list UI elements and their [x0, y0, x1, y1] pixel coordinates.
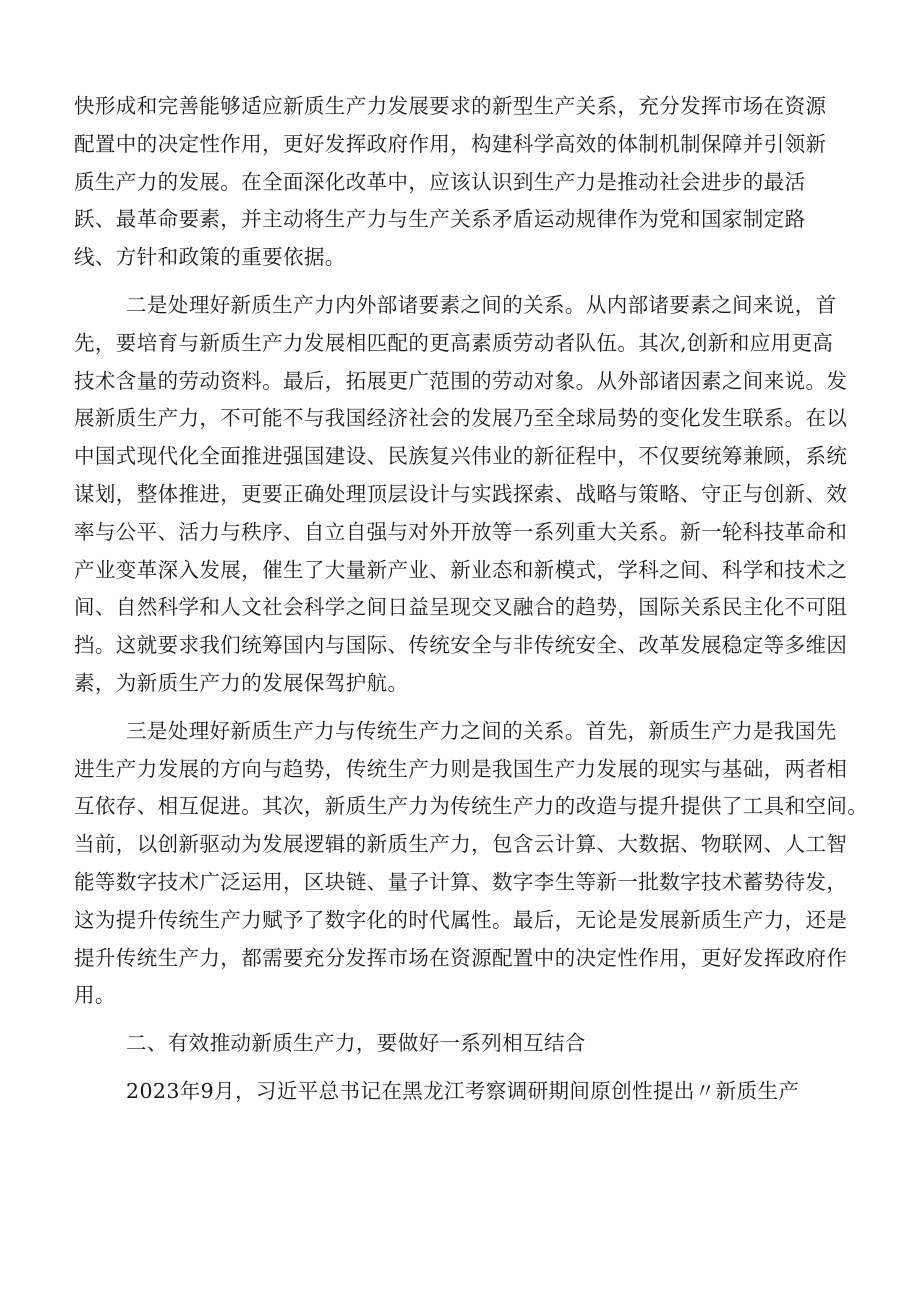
text-line: 二是处理好新质生产力内外部诸要素之间的关系。从内部诸要素之间来说，首 [126, 292, 837, 317]
document-body [74, 88, 874, 1111]
text-line: 率与公平、活力与秩序、自立自强与对外开放等一系列重大关系。新一轮科技革命和 [74, 519, 848, 544]
text-line: 2023年9月，习近平总书记在黑龙江考察调研期间原创性提出〃新质生产 [126, 1078, 800, 1103]
text-line: 产业变革深入发展，催生了大量新产业、新业态和新模式，学科之间、科学和技术之 [74, 557, 848, 582]
text-line: 线、方针和政策的重要依据。 [74, 245, 346, 270]
text-line: 中国式现代化全面推进强国建设、民族复兴伟业的新征程中，不仅要统筹兼顾，系统 [74, 444, 848, 469]
text-line: 配置中的决定性作用，更好发挥政府作用，构建科学高效的体制机制保障并引领新 [74, 131, 827, 156]
section-heading: 二、有效推动新质生产力，要做好一系列相互结合 [126, 1031, 586, 1056]
paragraph-gap [74, 703, 874, 713]
paragraph-three [74, 713, 874, 1015]
text-line: 进生产力发展的方向与趋势，传统生产力则是我国生产力发展的现实与基础，两者相 [74, 756, 848, 781]
paragraph-four [74, 1073, 874, 1111]
paragraph-gap [74, 277, 874, 287]
text-line: 展新质生产力，不可能不与我国经济社会的发展乃至全球局势的变化发生联系。在以 [74, 406, 848, 431]
text-line: 能等数字技术广泛运用，区块链、量子计算、数字李生等新一批数字技术蓄势待发， [74, 869, 848, 894]
text-line: 跃、最革命要素，并主动将生产力与生产关系矛盾运动规律作为党和国家制定路 [74, 207, 806, 232]
text-line: 快形成和完善能够适应新质生产力发展要求的新型生产关系，充分发挥市场在资源 [74, 94, 827, 118]
text-line: 提升传统生产力，都需要充分发挥市场在资源配置中的决定性作用，更好发挥政府作 [74, 945, 848, 970]
text-line: 这为提升传统生产力赋予了数字化的时代属性。最后，无论是发展新质生产力，还是 [74, 907, 848, 932]
text-line: 谋划，整体推进，更要正确处理顶层设计与实践探索、战略与策略、守正与创新、效 [74, 481, 848, 506]
text-line: 素，为新质生产力的发展保驾护航。 [74, 670, 409, 695]
text-line: 挡。这就要求我们统筹国内与国际、传统安全与非传统安全、改革发展稳定等多维因 [74, 633, 848, 658]
paragraph-two [74, 287, 874, 703]
text-line: 互依存、相互促进。其次，新质生产力为传统生产力的改造与提升提供了工具和空间。 [74, 794, 869, 819]
text-line: 先，要培育与新质生产力发展相匹配的更高素质劳动者队伍。其次,创新和应用更高 [74, 330, 834, 355]
paragraph-gap [74, 1015, 874, 1025]
paragraph-gap [74, 1063, 874, 1073]
paragraph-continuation [74, 88, 874, 277]
text-line: 质生产力的发展。在全面深化改革中，应该认识到生产力是推动社会进步的最活 [74, 169, 806, 194]
text-line: 当前，以创新驱动为发展逻辑的新质生产力，包含云计算、大数据、物联网、人工智 [74, 832, 848, 857]
text-line: 三是处理好新质生产力与传统生产力之间的关系。首先，新质生产力是我国先 [126, 718, 837, 743]
text-line: 用。 [74, 983, 116, 1008]
text-line: 间、自然科学和人文社会科学之间日益呈现交叉融合的趋势，国际关系民主化不可阻 [74, 595, 848, 620]
text-line: 技术含量的劳动资料。最后，拓展更广范围的劳动对象。从外部诸因素之间来说。发 [74, 368, 848, 393]
